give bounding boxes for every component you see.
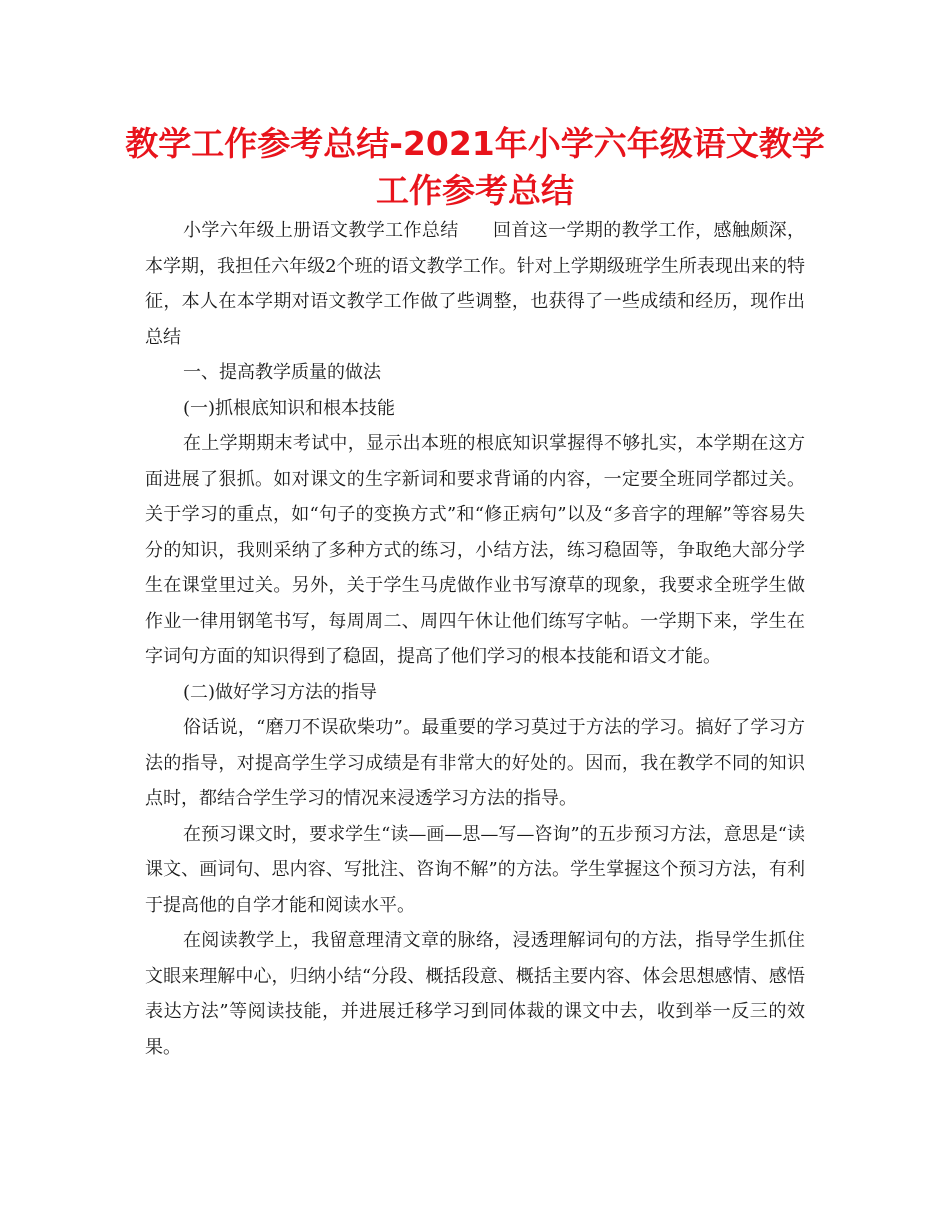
intro-text: 回首这一学期的教学工作，感触颇深，本学期，我担任六年级2个班的语文教学工作。针对上学期级班学生所表现出来的特征，本人在本学期对语文教学工作做了些调整，也获得了一些成绩和经历，现作出总结 xyxy=(145,220,805,348)
document-title: 教学工作参考总结-2021年小学六年级语文教学工作参考总结 xyxy=(125,124,825,210)
body-paragraph: 在上学期期末考试中，显示出本班的根底知识掌握得不够扎实，本学期在这方面进展了狠抓。如对课文的生字新词和要求背诵的内容，一定要全班同学都过关。关于学习的重点，如“句子的变换方式”和“修正病句”以及“多音字的理解”等容易失分的知识，我则采纳了多种方式的练习，小结方法，练习稳固等，争取绝大部分学生在课堂里过关。另外，关于学生马虎做作业书写潦草的现象，我要求全班学生做作业一律用钢笔书写，每周周二、周四午休让他们练写字帖。一学期下来，学生在字词句方面的知识得到了稳固，提高了他们学习的根本技能和语文才能。 xyxy=(145,433,805,667)
body-paragraph: 在预习课文时，要求学生“读—画—思—写—咨询”的五步预习方法，意思是“读课文、画词句、思内容、写批注、咨询不解”的方法。学生掌握这个预习方法，有利于提高他的自学才能和阅读水平。 xyxy=(145,823,805,916)
document-body xyxy=(145,213,805,1065)
body-paragraph: 在阅读教学上，我留意理清文章的脉络，浸透理解词句的方法，指导学生抓住文眼来理解中心，归纳小结“分段、概括段意、概括主要内容、体会思想感情、感悟表达方法”等阅读技能，并进展迁移学习到同体裁的课文中去，收到举一反三的效果。 xyxy=(145,930,805,1058)
subsection-heading-2: (二)做好学习方法的指导 xyxy=(183,681,378,703)
body-paragraph: 俗话说，“磨刀不误砍柴功”。最重要的学习莫过于方法的学习。搞好了学习方法的指导，对提高学生学习成绩是有非常大的好处的。因而，我在教学不同的知识点时，都结合学生学习的情况来浸透学习方法的指导。 xyxy=(145,717,805,809)
subsection-heading-1: (一)抓根底知识和根本技能 xyxy=(183,397,396,419)
intro-paragraph xyxy=(145,213,805,355)
intro-heading: 小学六年级上册语文教学工作总结 xyxy=(183,220,459,241)
section-heading-1: 一、提高教学质量的做法 xyxy=(183,362,381,383)
